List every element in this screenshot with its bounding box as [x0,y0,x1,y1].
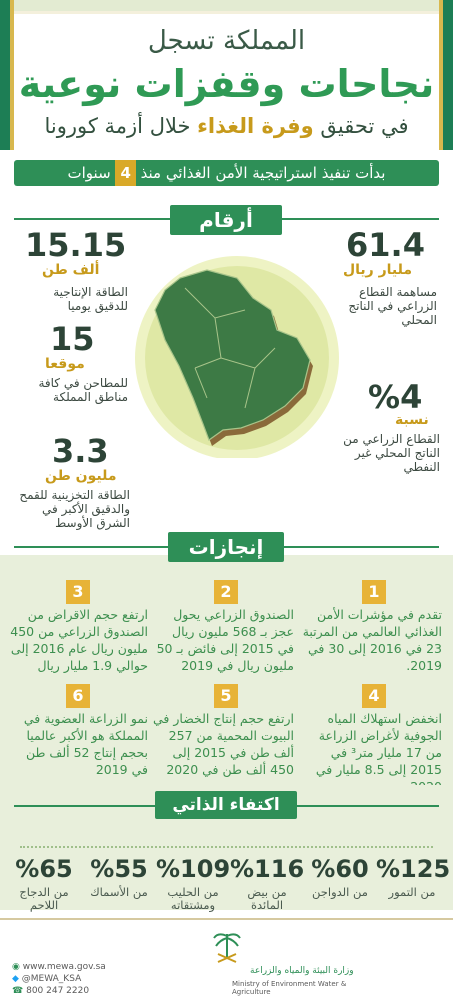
twitter-icon: ◆ [12,974,19,984]
stat-desc-flour-capacity: الطاقة الإنتاجية للدقيق يوميا [53,285,128,313]
footer-website-text[interactable]: www.mewa.gov.sa [22,962,106,972]
achievement-text-1: تقدم في مؤشرات الأمن الغذائي العالمي من المرتبة 23 في 2016 إلى 30 في 2019. [302,607,442,673]
stat-unit-storage-capacity: مليون طن [45,468,117,484]
achievement-text-2: الصندوق الزراعي يحول عجز بـ 568 مليون ريال في 2015 إلى فائض بـ 50 مليون ريال في 2019 [156,607,294,673]
phone-icon: ☎ [12,986,24,996]
achievement-text-4: انخفض استهلاك المياه الجوفية لأغراض الزراعة من 17 مليار متر³ في 2015 إلى 8.5 مليار في [315,711,442,777]
ministry-palm-emblem-icon [212,928,242,966]
footer-social[interactable] [12,974,81,984]
stat-desc-agri-contribution: مساهمة القطاع الزراعي في الناتج المحلي [348,285,437,327]
self-sufficiency-section-title: اكتفاء الذاتي [155,791,297,819]
footer-ministry-ar: وزارة البيئة والمياه والزراعة [250,966,354,976]
achievement-number-5: 5 [214,684,238,708]
self-label-dairy: من الحليب ومشتقاته [167,885,219,912]
self-sufficiency-dotted-line [20,846,433,848]
footer-website[interactable] [12,962,106,972]
achievements-section-title: إنجازات [168,532,284,562]
stat-value-flour-capacity: 15.15 [25,226,127,264]
strategy-strip-text [14,160,439,186]
stat-unit-nonoil-share: نسبة [395,412,429,428]
strip-text-pre: بدأت تنفيذ استراتيجية الأمن الغذائي منذ [140,164,386,182]
achievement-number-4: 4 [362,684,386,708]
achievement-number-1: 1 [362,580,386,604]
headline-highlight: وفرة الغذاء [197,114,314,138]
headline-main: نجاحات وقفزات نوعية [18,62,435,106]
stat-unit-agri-contribution: مليار ريال [343,262,413,278]
self-label-broilers: من الدجاج اللاحم [19,885,69,912]
achievement-number-2: 2 [214,580,238,604]
self-value-broilers: %65 [15,855,73,883]
achievement-number-3: 3 [66,580,90,604]
self-value-dates: %125 [376,855,451,883]
stat-value-nonoil-share: %4 [368,378,423,416]
achievement-text-5: ارتفع حجم إنتاج الخضار في البيوت المحمية من 257 ألف طن في 2015 إلى 450 ألف طن في 2020 [152,711,294,777]
self-label-poultry: من الدواجن [312,885,368,899]
strip-years-badge: 4 [115,160,135,186]
achievement-number-6: 6 [66,684,90,708]
strip-text-post: سنوات [67,164,111,182]
saudi-map-illustration [125,248,350,458]
self-label-dates: من التمور [388,885,436,899]
self-label-fish: من الأسماك [90,885,148,899]
self-value-poultry: %60 [311,855,369,883]
stat-value-storage-capacity: 3.3 [52,432,109,470]
self-value-eggs: %116 [230,855,305,883]
headline-pre: في تحقيق [320,114,409,138]
numbers-section-title: أرقام [170,205,282,235]
top-frame [0,0,453,14]
headline-line3 [0,114,453,138]
footer-ministry-en: Ministry of Environment Water & Agriculture [232,980,347,996]
globe-icon: ◉ [12,962,20,972]
achievement-text-6: نمو الزراعة العضوية في المملكة هو الأكبر عالميا بحجم إنتاج 52 ألف طن في 2019 [23,711,148,777]
footer-twitter-text[interactable]: @MEWA_KSA [21,974,82,984]
stat-value-agri-contribution: 61.4 [346,226,425,264]
headline-line1: المملكة تسجل [147,26,306,56]
achievement-text-3: ارتفع حجم الاقراض من الصندوق الزراعي من 450 مليون ريال عام 2016 إلى حوالي 1.9 مليار ريال [10,607,148,673]
stat-unit-flour-capacity: ألف طن [42,262,100,278]
self-value-fish: %55 [90,855,148,883]
headline-post: خلال أزمة كورونا [44,114,191,138]
footer-phone-text[interactable]: 800 247 2220 [26,986,90,996]
footer-divider [0,918,453,920]
stat-desc-nonoil-share: القطاع الزراعي من الناتج المحلي غير النفطي [343,432,440,474]
stat-desc-mills-sites: للمطاحن في كافة مناطق المملكة [38,376,128,404]
self-value-dairy: %109 [156,855,231,883]
stat-desc-storage-capacity: الطاقة التخزينية للقمح والدقيق الأكبر في الشرق الأوسط [19,488,130,530]
stat-value-mills-sites: 15 [50,320,95,358]
footer-phone[interactable] [12,986,89,996]
stat-unit-mills-sites: موقعا [45,356,85,372]
self-label-eggs: من بيض المائدة [247,885,287,912]
